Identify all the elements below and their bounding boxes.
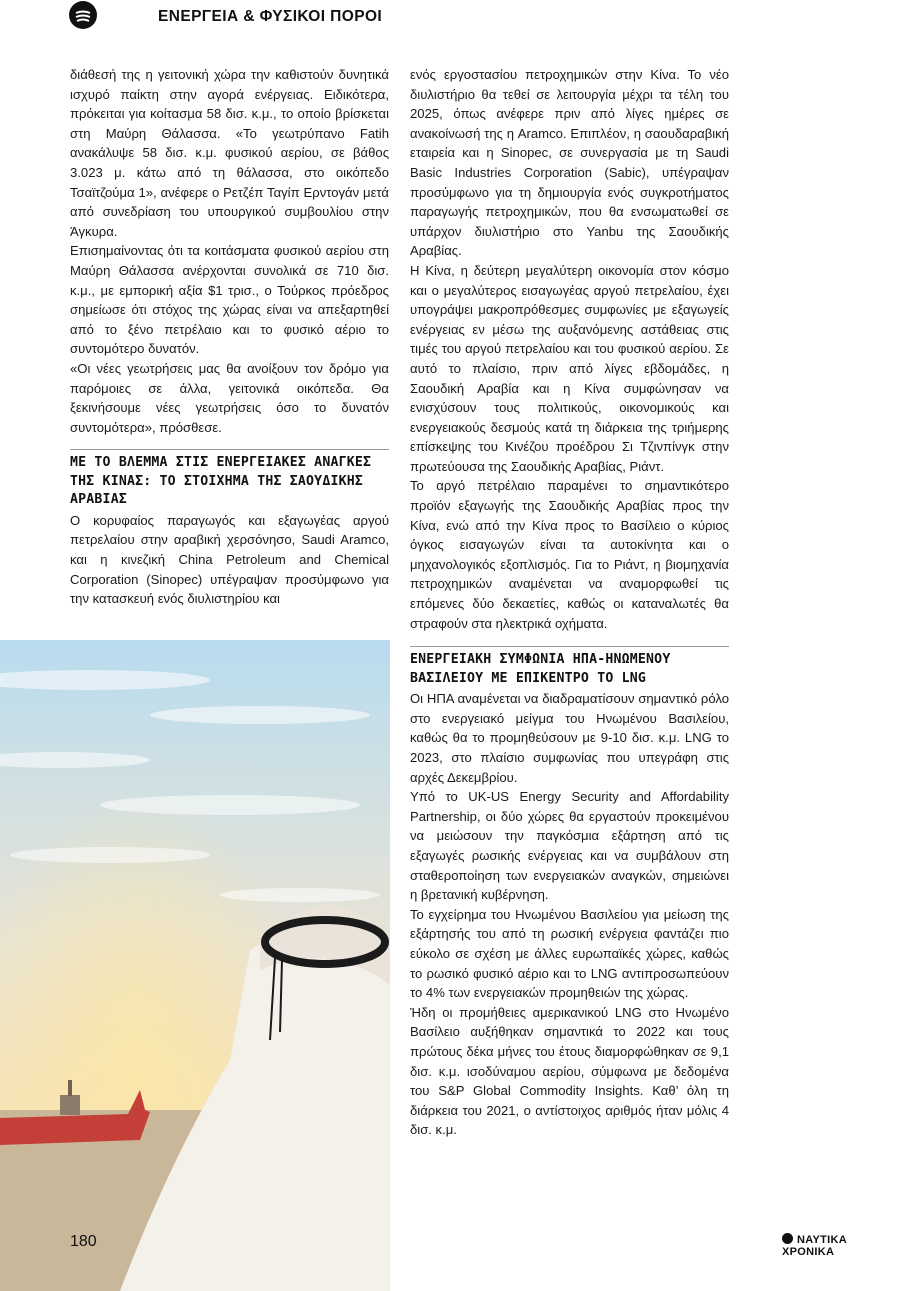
paragraph: «Οι νέες γεωτρήσεις μας θα ανοίξουν τον δρόμο για παρόμοιες σε άλλα, γειτονικά οικόπεδα. Θα ξεκινήσουμε νέες γεωτρήσεις όσο το δυνατόν συντομότερα», πρόσθεσε. — [70, 360, 389, 435]
paragraph: Ήδη οι προμήθειες αμερικανικού LNG στο Ηνωμένο Βασίλειο αυξήθηκαν σημαντικά το 2022 και τους πρώτους δέκα μήνες του έτους διαμορφώθηκαν σε 9,1 δισ. κ.μ. ισοδύναμου αερίου, σύμφωνα με δεδομένα του S&P Global Commodity Insights. Καθ’ όλη τη διάρκεια του 2021, ο αντίστοιχος αριθμός ήταν μόλις 4 δισ. κ.μ. — [410, 1004, 729, 1138]
paragraph: Το εγχείρημα του Ηνωμένου Βασιλείου για μείωση της εξάρτησής του από τη ρωσική ενέργεια φαντάζει πιο εύκολο σε σχέση με άλλες ευρωπαϊκές χώρες, καθώς το ρωσικό φυσικό αέριο και το LNG αντιπροσωπεύουν το 4% των ενεργειακών προμηθειών της χώρας. — [410, 906, 729, 1001]
paragraph: ενός εργοστασίου πετροχημικών στην Κίνα. Το νέο διυλιστήριο θα τεθεί σε λειτουργία μέχρι τα τέλη του 2025, όπως ανέφερε πριν από λίγες ημέρες σε ανακοίνωσή της η Aramco. Επιπλέον, η σαουδαραβική εταιρεία και η Sinopec, σε συνεργασία με τη Saudi Basic Industries Corporation (Sabic), υπέγραψαν προσύμφωνο για τη δημιουργία ενός συγκροτήματος παραγωγής πετροχημικών, που θα ενσωματωθεί σε υπάρχον διυλιστήριο στο Yanbu της Σαουδικής Αραβίας. — [410, 67, 729, 259]
brand-logo-icon — [782, 1233, 793, 1244]
paragraph: διάθεσή της η γειτονική χώρα την καθιστούν δυνητικά ισχυρό παίκτη στην αγορά ενέργειας. Ειδικότερα, πρόκειται για κοίτασμα 58 δισ. κ.μ., το οποίο βρίσκεται στη Μαύρη Θάλασσα. «Το γεωτρύπανο Fatih ανακάλυψε 58 δισ. κ.μ. φυσικού αερίου, σε βάθος 3.023 μ. κάτω από τη θάλασσα, στο οικόπεδο Τσαϊτζούμα 1», ανέφερε ο Ρετζέπ Ταγίπ Ερντογάν μετά από συνεδρίαση του υπουργικού συμβουλίου στην Άγκυρα. — [70, 67, 389, 239]
paragraph: Η Κίνα, η δεύτερη μεγαλύτερη οικονομία στον κόσμο και ο μεγαλύτερος εισαγωγέας αργού πετρελαίου, έχει υπογράψει μακροπρόθεσμες συμφωνίες με εξαγωγείς ενέργειας εν μέσω της αυξανόμενης αστάθειας στις τιμές του αργού πετρελαίου και του φυσικού αερίου. Σε αυτό το πλαίσιο, πριν από λίγες εβδομάδες, η Σαουδική Αραβία και η Κίνα συμφώνησαν να ενισχύσουν τους πολιτικούς, οικονομικούς και ενεργειακούς δεσμούς κατά τη διάρκεια της τριήμερης επίσκεψης του Κινέζου προέδρου Σι Τζινπίνγκ στην πρωτεύουσα της Σαουδικής Αραβίας, Ριάντ. — [410, 262, 729, 474]
right-column — [410, 65, 729, 1140]
magazine-logo-icon — [69, 1, 97, 29]
paragraph: Ο κορυφαίος παραγωγός και εξαγωγέας αργού πετρελαίου στην αραβική χερσόνησο, Saudi Aramco, και η κινεζική China Petroleum and Chemical Corporation (Sinopec) υπέγραψαν προσύμφωνο για την κατασκευή ενός διυλιστηρίου και — [70, 512, 389, 607]
left-column — [70, 65, 389, 609]
publication-brand — [782, 1233, 898, 1258]
paragraph: Υπό το UK-US Energy Security and Affordability Partnership, οι δύο χώρες θα εργαστούν προκειμένου να μειώσουν την παγκόσμια εξάρτηση από τις εξαγωγές ρωσικής ενέργειας και να συμβάλουν στη σταθεροποίηση των ενεργειακών αναγκών, σημειώνει η βρετανική κυβέρνηση. — [410, 789, 729, 903]
article-photo — [0, 640, 390, 1291]
subheading-us-uk-lng: ΕΝΕΡΓΕΙΑΚΗ ΣΥΜΦΩΝΙΑ ΗΠΑ-ΗΝΩΜΕΝΟΥ ΒΑΣΙΛΕΙΟΥ ΜΕ ΕΠΙΚΕΝΤΡΟ ΤΟ LNG — [410, 646, 729, 688]
paragraph: Οι ΗΠΑ αναμένεται να διαδραματίσουν σημαντικό ρόλο στο ενεργειακό μείγμα του Ηνωμένου Βασιλείου, καθώς θα το προμηθεύσουν με 9-10 δισ. κ.μ. LNG το 2023, στο πλαίσιο συμφωνίας που υπεγράφη στις αρχές Δεκεμβρίου. — [410, 691, 729, 785]
subheading-china-saudi: ΜΕ ΤΟ ΒΛΕΜΜΑ ΣΤΙΣ ΕΝΕΡΓΕΙΑΚΕΣ ΑΝΑΓΚΕΣ ΤΗΣ ΚΙΝΑΣ: ΤΟ ΣΤΟΙΧΗΜΑ ΤΗΣ ΣΑΟΥΔΙΚΗΣ ΑΡΑΒΙΑΣ — [70, 449, 389, 510]
page-number: 180 — [70, 1233, 97, 1250]
paragraph: Το αργό πετρέλαιο παραμένει το σημαντικότερο προϊόν εξαγωγής της Σαουδικής Αραβίας προς την Κίνα, ενώ από την Κίνα προς το Βασίλειο ο κύριος όγκος εισαγωγών είναι τα αυτοκίνητα και ο μηχανολογικός εξοπλισμός. Για το Ριάντ, η βιομηχανία πετροχημικών αναμένεται να αναμορφωθεί τις επόμενες δύο δεκαετίες, καθώς οι καταναλωτές θα στραφούν στα ηλεκτρικά οχήματα. — [410, 478, 729, 631]
brand-name: ΝΑΥΤΙΚΑ ΧΡΟΝΙΚΑ — [782, 1234, 847, 1258]
section-title: ΕΝΕΡΓΕΙΑ & ΦΥΣΙΚΟΙ ΠΟΡΟΙ — [158, 8, 383, 25]
paragraph: Επισημαίνοντας ότι τα κοιτάσματα φυσικού αερίου στη Μαύρη Θάλασσα ανέρχονται συνολικά σε 710 δισ. κ.μ., με εμπορική αξία $1 τρισ., ο Τούρκος πρόεδρος σημείωσε ότι στόχος της χώρας είναι να απεξαρτηθεί από το ξένο πετρέλαιο και το φυσικό αέριο το συντομότερο δυνατόν. — [70, 243, 389, 357]
